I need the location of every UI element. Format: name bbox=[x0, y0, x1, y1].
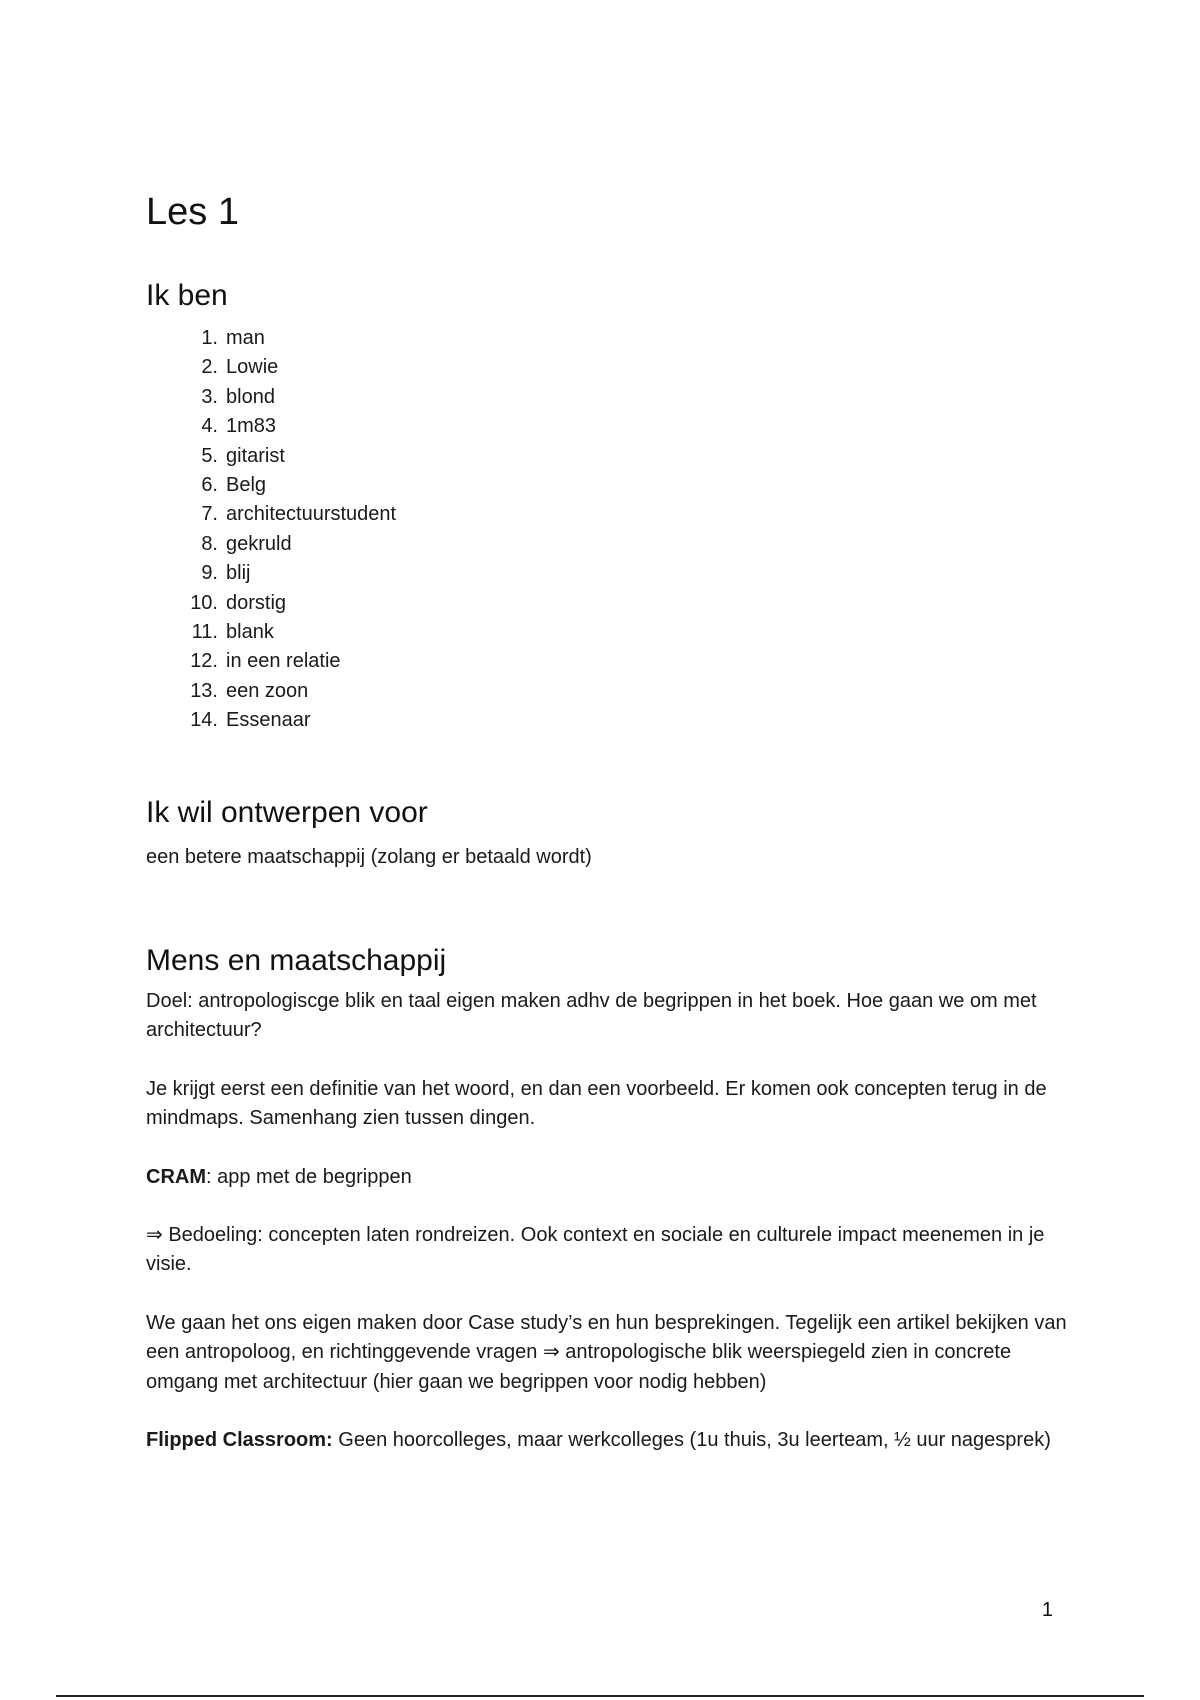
list-item bbox=[146, 500, 1076, 529]
page-content bbox=[146, 180, 1076, 1455]
list-item bbox=[146, 471, 1076, 500]
list-item-text: Essenaar bbox=[226, 709, 311, 732]
list-item-number: 4. bbox=[201, 415, 218, 438]
list-item-text: 1m83 bbox=[226, 415, 277, 438]
list-item-number: 8. bbox=[201, 532, 218, 555]
list-item-text: Lowie bbox=[226, 356, 279, 379]
flipped-text: Geen hoorcolleges, maar werkcolleges (1u thuis, 3u leerteam, ½ uur nagesprek) bbox=[332, 1428, 1051, 1451]
list-item bbox=[146, 618, 1076, 647]
list-item-number: 10. bbox=[190, 591, 218, 614]
list-item bbox=[146, 530, 1076, 559]
list-item bbox=[146, 442, 1076, 471]
page-bottom-rule bbox=[56, 1695, 1144, 1697]
list-item-text: gitarist bbox=[226, 444, 285, 467]
list-item bbox=[146, 412, 1076, 441]
list-item bbox=[146, 324, 1076, 353]
list-item-text: in een relatie bbox=[226, 650, 341, 673]
list-item-number: 14. bbox=[190, 709, 218, 732]
list-item-number: 11. bbox=[191, 620, 218, 643]
list-item-text: blij bbox=[226, 562, 251, 585]
paragraph-case-study: We gaan het ons eigen maken door Case study’s en hun besprekingen. Tegelijk een artikel bekijken van een antropoloog, en richtinggevende vragen ⇒ antropologische blik weerspiegeld zien in concrete omgang met architectuur (hier gaan we begrippen voor nodig hebben) bbox=[146, 1311, 1067, 1393]
list-item-text: dorstig bbox=[226, 591, 287, 614]
paragraph-bedoeling: ⇒ Bedoeling: concepten laten rondreizen. Ook context en sociale en culturele impact meenemen in je visie. bbox=[146, 1223, 1045, 1276]
list-item bbox=[146, 647, 1076, 676]
paragraph-flipped-classroom bbox=[146, 1426, 1076, 1455]
list-item bbox=[146, 677, 1076, 706]
cram-label: CRAM bbox=[146, 1165, 206, 1188]
list-item-text: blond bbox=[226, 385, 275, 408]
list-item-text: een zoon bbox=[226, 679, 309, 702]
section-heading-ik-ben: Ik ben bbox=[146, 279, 228, 312]
flipped-label: Flipped Classroom: bbox=[146, 1428, 333, 1451]
list-item-number: 13. bbox=[190, 679, 218, 702]
paragraph-definitie: Je krijgt eerst een definitie van het woord, en dan een voorbeeld. Er komen ook concepten terug in de mindmaps. Samenhang zien tussen dingen. bbox=[146, 1077, 1047, 1130]
list-item-number: 12. bbox=[190, 650, 218, 673]
list-item bbox=[146, 706, 1076, 735]
ontwerpen-text: een betere maatschappij (zolang er betaald wordt) bbox=[146, 846, 592, 869]
list-item-number: 3. bbox=[201, 385, 218, 408]
list-item bbox=[146, 589, 1076, 618]
paragraph-doel: Doel: antropologiscge blik en taal eigen maken adhv de begrippen in het boek. Hoe gaan we om met architectuur? bbox=[146, 989, 1037, 1042]
list-item-text: man bbox=[226, 327, 265, 349]
section-heading-ontwerpen: Ik wil ontwerpen voor bbox=[146, 796, 428, 830]
list-item-number: 6. bbox=[201, 473, 218, 496]
list-item-text: architectuurstudent bbox=[226, 503, 397, 526]
list-item-text: gekruld bbox=[226, 532, 292, 555]
list-item bbox=[146, 559, 1076, 588]
list-item-number: 5. bbox=[201, 444, 218, 467]
list-item-number: 9. bbox=[201, 562, 218, 585]
list-item-number: 7. bbox=[201, 503, 218, 526]
cram-text: : app met de begrippen bbox=[206, 1165, 412, 1188]
list-item bbox=[146, 383, 1076, 412]
list-item-text: blank bbox=[226, 620, 274, 643]
ik-ben-list bbox=[146, 324, 1076, 735]
list-item-text: Belg bbox=[226, 473, 267, 496]
page-number: 1 bbox=[1041, 1599, 1053, 1621]
section-heading-mens-en-maatschappij: Mens en maatschappij bbox=[146, 943, 447, 977]
list-item-number: 2. bbox=[201, 356, 218, 379]
page-title: Les 1 bbox=[146, 191, 239, 233]
list-item-number: 1. bbox=[201, 327, 218, 349]
paragraph-cram bbox=[146, 1163, 1076, 1192]
list-item bbox=[146, 353, 1076, 382]
